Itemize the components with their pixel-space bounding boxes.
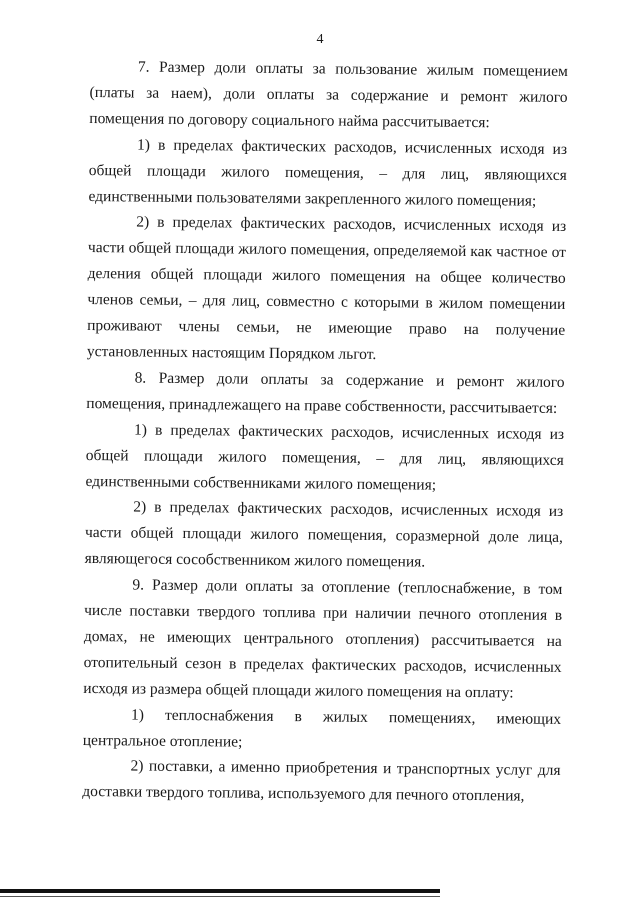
paragraph-9-item-2: 2) поставки, а именно приобретения и транспортных услуг для доставки твердого топлива, используемого для печного отопления, xyxy=(82,757,561,805)
paragraph-9-item-1: 1) теплоснабжения в жилых помещениях, имеющих центральное отопление; xyxy=(82,706,562,751)
paragraph-7: 7. Размер доли оплаты за пользование жилым помещением (платы за наем), доли оплаты за содержание и ремонт жилого помещения по договору социального найма рассчитывается: xyxy=(89,58,568,132)
paragraph-8-item-1: 1) в пределах фактических расходов, исчисленных исходя из общей площади жилого помещения, – для лиц, являющихся единственными собственниками жилого помещения; xyxy=(85,421,565,494)
paragraph-7-item-1: 1) в пределах фактических расходов, исчисленных исходя из общей площади жилого помещения, – для лиц, являющихся единственными пользователями закрепленного жилого помещения; xyxy=(88,136,568,210)
paragraph-7-item-2: 2) в пределах фактических расходов, исчисленных исходя из части общей площади жилого помещения, определяемой как частное от деления общей площади жилого помещения на общее количество членов семьи, – для лиц, совместно с которыми в жилом помещении проживают члены семьи, не имеющие право на получение установленных настоящим Порядком льгот. xyxy=(86,213,567,363)
paragraph-9: 9. Размер доли оплаты за отопление (теплоснабжение, в том числе поставки твердого топлива при наличии печного отопления в домах, не имеющих центрального отопления) рассчитывается на отопительный сезон в пределах фактических расходов, исчисленных исходя из размера общей площади жилого помещения на оплату: xyxy=(83,576,563,702)
paragraph-8: 8. Размер доли оплаты за содержание и ремонт жилого помещения, принадлежащего на праве собственности, рассчитывается: xyxy=(86,369,565,417)
page-number: 4 xyxy=(316,32,324,47)
scan-edge-rule-thin xyxy=(0,896,440,897)
scan-edge-rule xyxy=(0,889,440,893)
document-body xyxy=(82,54,568,810)
paragraph-8-item-2: 2) в пределах фактических расходов, исчисленных исходя из части общей площади жилого помещения, соразмерной доле лица, являющегося сособственником жилого помещения. xyxy=(84,498,564,571)
